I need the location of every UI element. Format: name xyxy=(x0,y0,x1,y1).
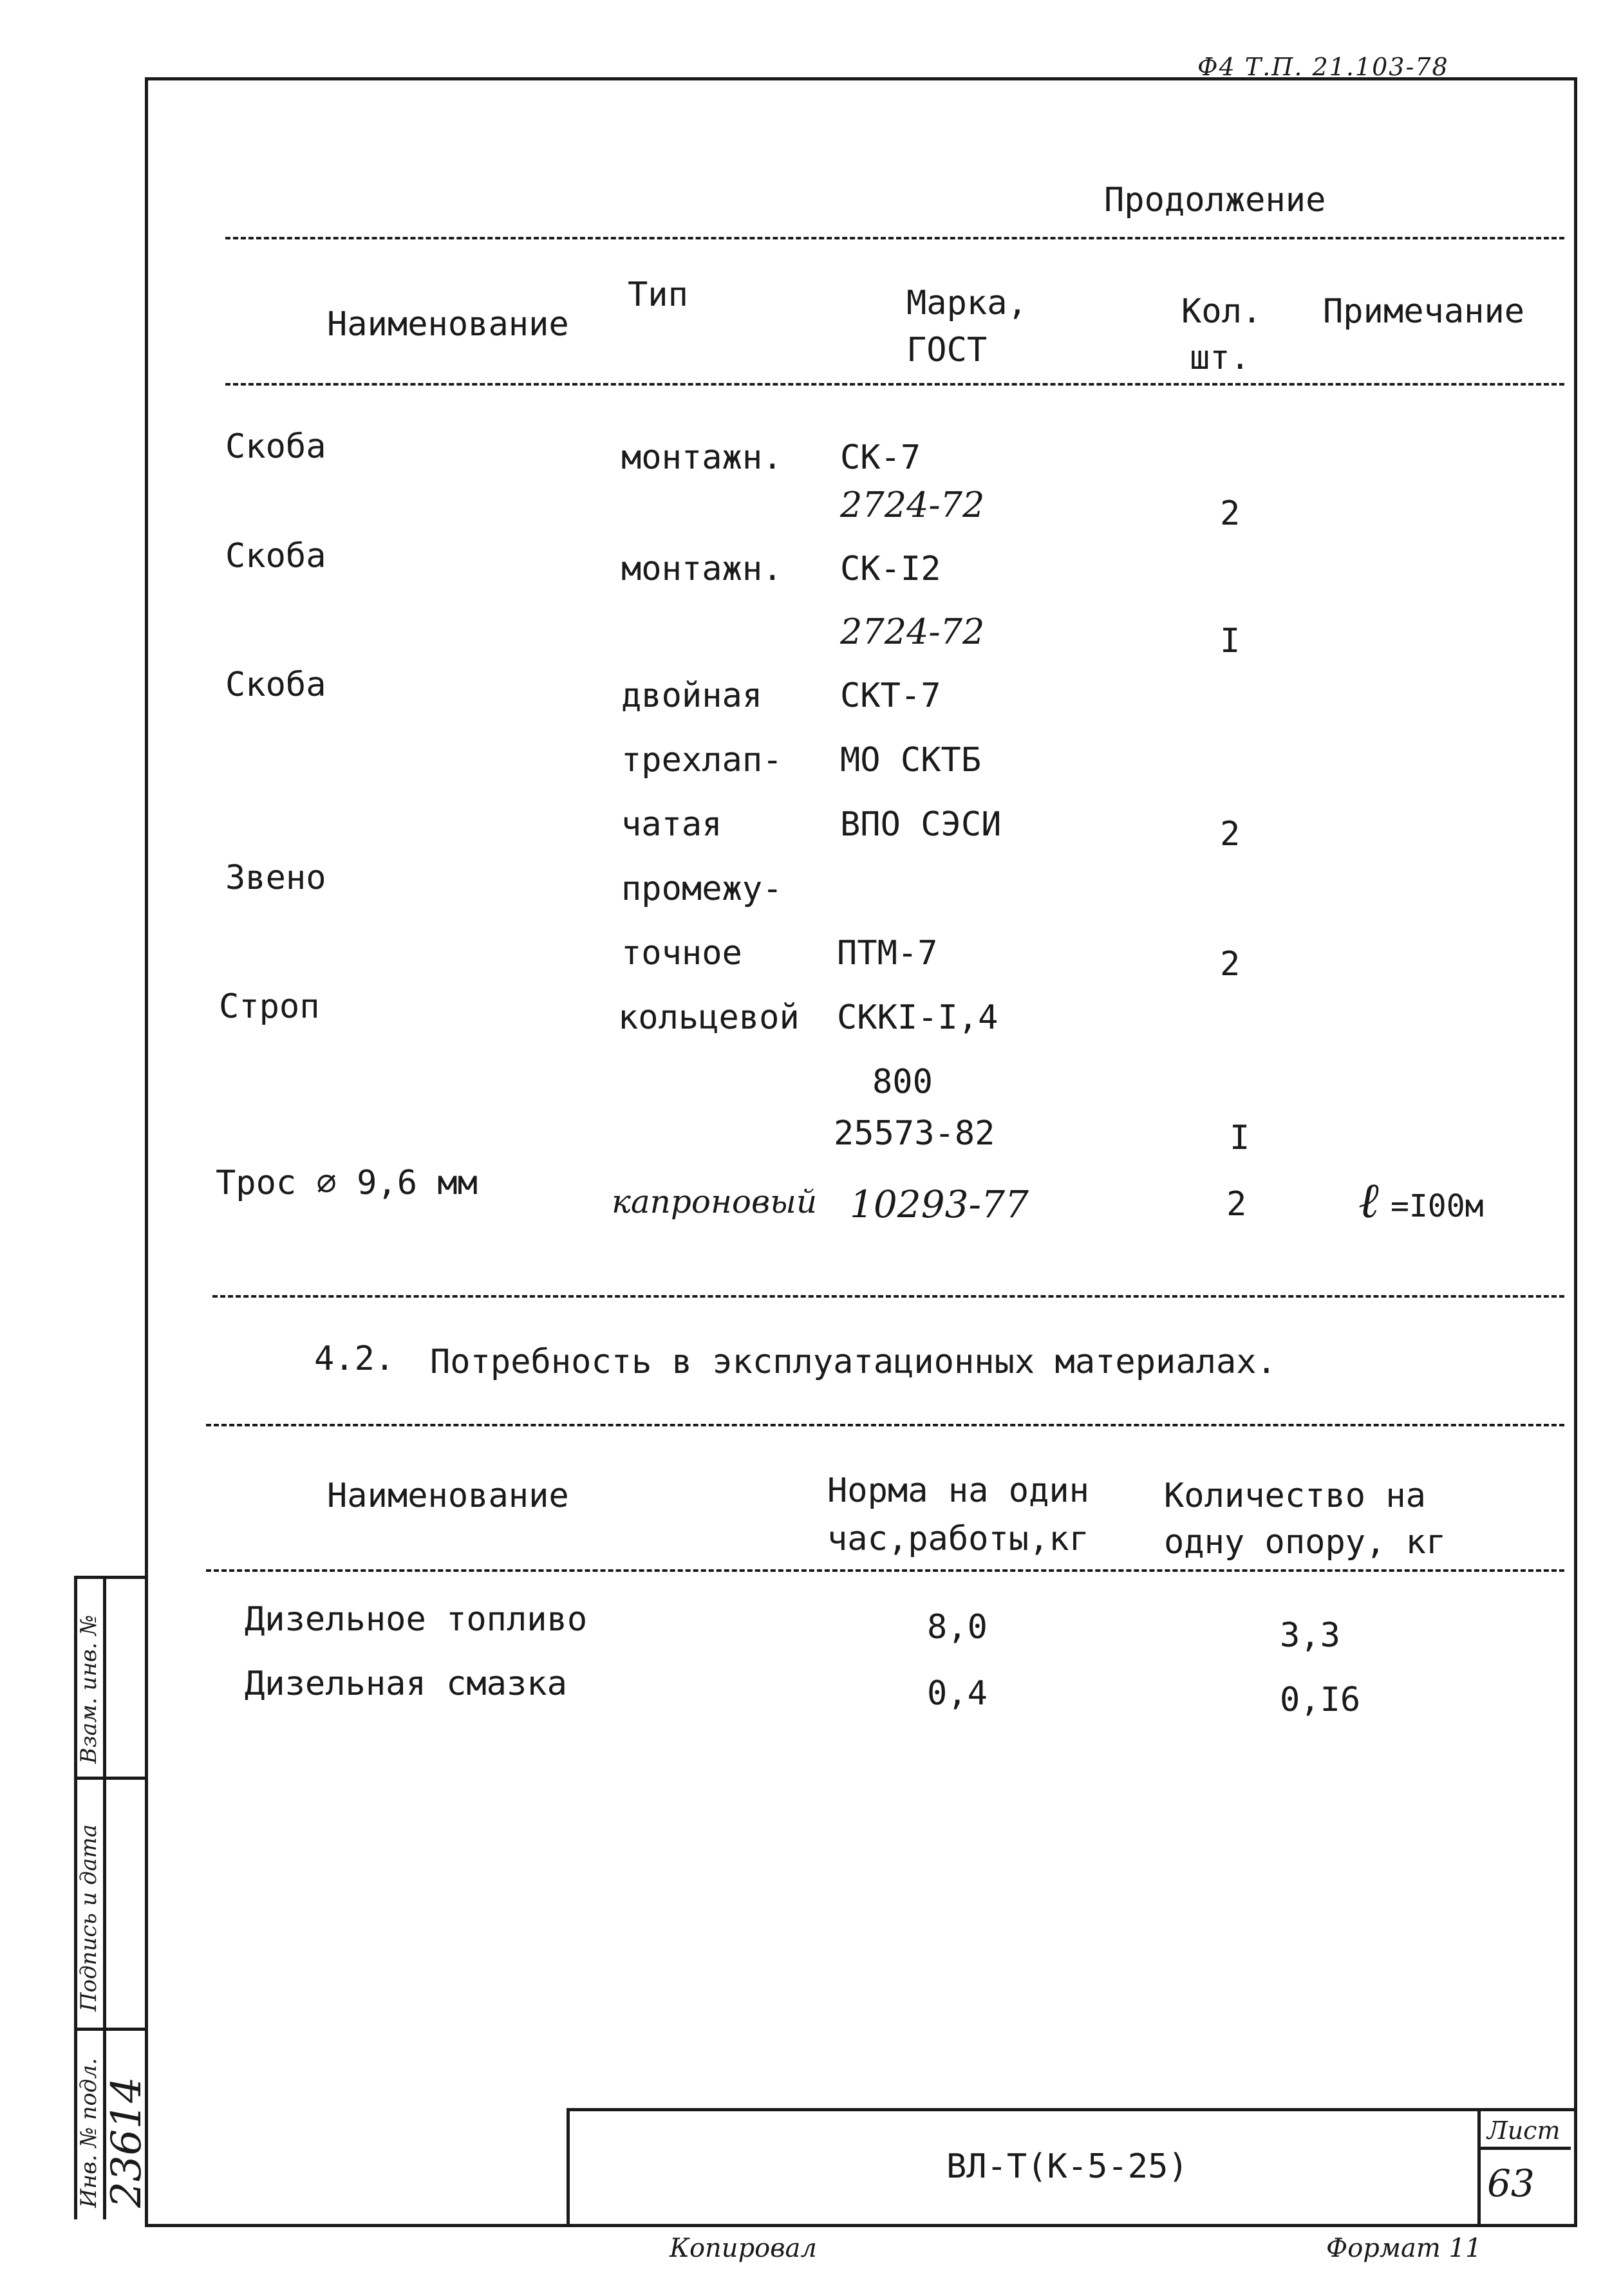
t2-header-norm-1: Норма на один xyxy=(827,1471,1089,1510)
table1-top-rule xyxy=(225,237,1564,239)
section-number: 4.2. xyxy=(314,1339,395,1378)
table1-bottom-rule xyxy=(212,1295,1564,1298)
t1-r1-name: Скоба xyxy=(225,427,326,466)
table2-top-rule xyxy=(206,1424,1564,1426)
t1-r4-type-2: точное xyxy=(621,934,742,973)
title-block-sheet-number: 63 xyxy=(1487,2161,1535,2205)
t1-header-name: Наименование xyxy=(327,305,569,344)
footer-copied: Копировал xyxy=(670,2234,817,2263)
t1-r4-qty: 2 xyxy=(1220,945,1241,984)
footer-format: Формат 11 xyxy=(1326,2234,1482,2263)
t1-r3-mark-3: ВПО СЭСИ xyxy=(840,805,1002,844)
side-stamp-podpis: Подпись и дата xyxy=(76,1824,102,2011)
side-strip-sep-2 xyxy=(74,2028,148,2031)
title-block-sheet-label: Лист xyxy=(1487,2116,1560,2145)
t1-r6-gost: 10293-77 xyxy=(850,1182,1029,1226)
t2-header-amount-1: Количество на xyxy=(1164,1477,1426,1515)
t2-header-amount-2: одну опору, кг xyxy=(1164,1523,1447,1562)
side-strip-top xyxy=(74,1576,148,1579)
t1-r1-qty: 2 xyxy=(1220,494,1241,533)
table2-header-rule xyxy=(206,1569,1564,1572)
t2-r1-norm: 8,0 xyxy=(927,1608,988,1647)
t1-r5-gost: 25573-82 xyxy=(834,1114,995,1153)
t1-r1-gost: 2724-72 xyxy=(840,485,985,525)
t1-header-type: Тип xyxy=(628,275,688,314)
t1-r4-mark: ПТМ-7 xyxy=(837,934,938,973)
t2-r2-norm: 0,4 xyxy=(927,1674,988,1713)
title-block-sheet-sep xyxy=(1477,2147,1571,2150)
t1-r3-mark-1: СКТ-7 xyxy=(840,677,941,715)
t1-r6-name: Трос ∅ 9,6 мм xyxy=(216,1164,478,1202)
t1-r5-name: Строп xyxy=(219,987,320,1026)
t1-r1-mark: СК-7 xyxy=(840,438,921,477)
title-block-code: ВЛ-Т(К-5-25) xyxy=(946,2147,1188,2186)
section-title: Потребность в эксплуатационных материалах. xyxy=(430,1343,1277,1381)
t1-r2-type: монтажн. xyxy=(621,550,783,588)
table1-header-rule xyxy=(225,383,1564,386)
t1-r6-note-symbol: ℓ xyxy=(1358,1171,1379,1229)
t1-r3-type-2: трехлап- xyxy=(621,741,783,779)
t1-r3-type-3: чатая xyxy=(621,805,722,844)
title-block-divider xyxy=(1477,2108,1481,2224)
t2-header-norm-2: час,работы,кг xyxy=(827,1520,1089,1558)
t1-header-note: Примечание xyxy=(1323,292,1525,331)
t1-r1-type: монтажн. xyxy=(621,438,783,477)
t1-header-qty-2: шт. xyxy=(1190,339,1250,377)
t1-r4-name: Звено xyxy=(225,859,326,897)
t1-r6-type: капроновый xyxy=(612,1183,818,1220)
t2-r2-amount: 0,I6 xyxy=(1280,1681,1361,1719)
header-note: Ф4 Т.П. 21.103-78 xyxy=(1197,53,1449,81)
side-stamp-inv-number: 23614 xyxy=(103,2077,151,2208)
t1-r5-mark-2: 800 xyxy=(872,1063,933,1101)
continuation-label: Продолжение xyxy=(1104,181,1326,219)
side-strip-sep-1 xyxy=(74,1777,148,1780)
t1-r3-type-1: двойная xyxy=(621,677,763,715)
t1-r3-name: Скоба xyxy=(225,666,326,704)
side-stamp-inv: Инв. № подл. xyxy=(76,2058,102,2208)
t1-r5-mark: СККI-I,4 xyxy=(837,998,998,1037)
t2-header-name: Наименование xyxy=(327,1477,569,1515)
t1-r3-mark-2: МО СКТБ xyxy=(840,741,982,779)
t2-r2-name: Дизельная смазка xyxy=(245,1665,567,1703)
t1-r5-type: кольцевой xyxy=(618,998,800,1037)
t1-r5-qty: I xyxy=(1230,1119,1250,1157)
t1-header-mark-2: ГОСТ xyxy=(906,331,988,369)
t1-r6-note: =I00м xyxy=(1391,1188,1484,1224)
t1-header-mark-1: Марка, xyxy=(906,284,1027,322)
t2-r1-amount: 3,3 xyxy=(1280,1616,1340,1655)
t1-r2-gost: 2724-72 xyxy=(840,611,985,652)
t1-r4-type-1: промежу- xyxy=(621,870,783,908)
t1-r6-qty: 2 xyxy=(1226,1185,1247,1224)
side-stamp-vzam: Взам. инв. № xyxy=(76,1614,102,1764)
t1-r2-mark: СК-I2 xyxy=(840,550,941,588)
t1-header-qty-1: Кол. xyxy=(1181,292,1262,331)
t1-r3-qty: 2 xyxy=(1220,815,1241,854)
t1-r2-qty: I xyxy=(1220,622,1241,660)
t2-r1-name: Дизельное топливо xyxy=(245,1600,588,1639)
t1-r2-name: Скоба xyxy=(225,537,326,575)
